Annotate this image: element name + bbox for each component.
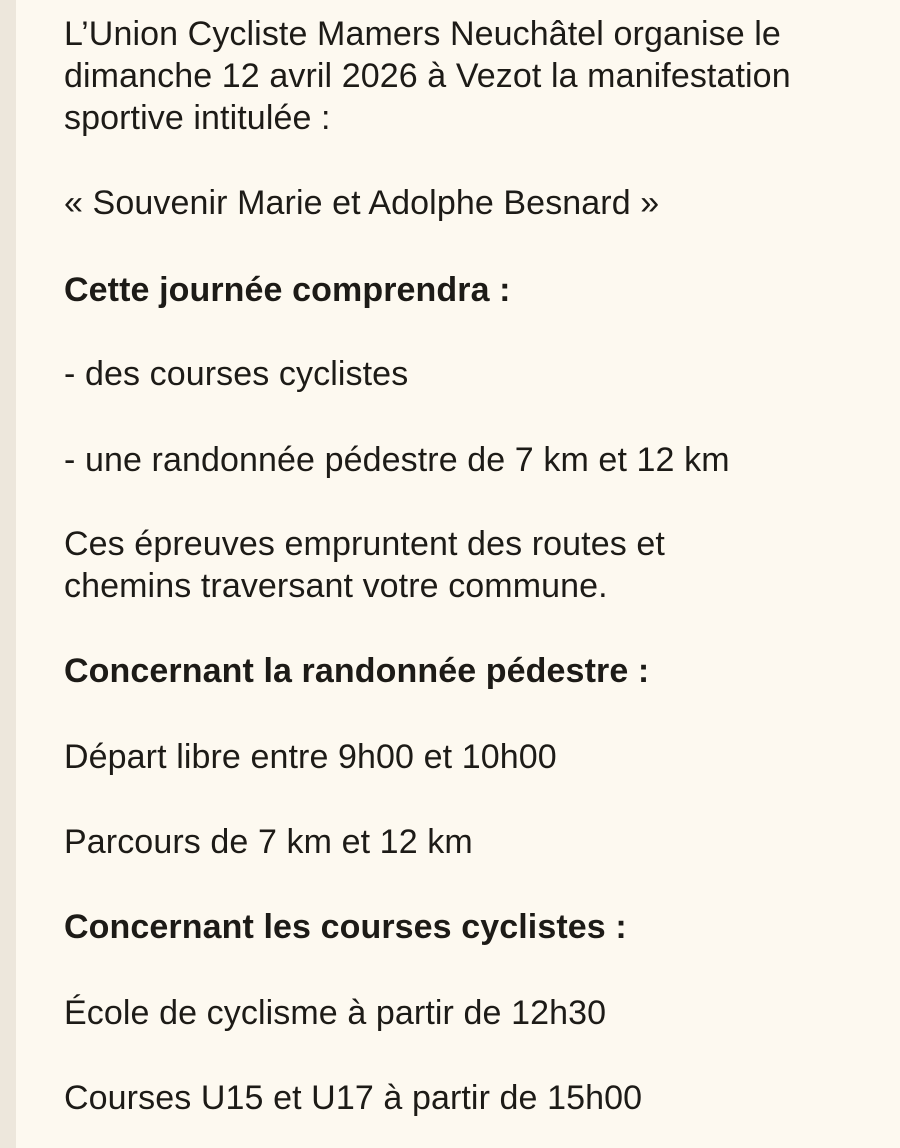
walk-heading: Concernant la randonnée pédestre :: [64, 652, 650, 690]
cycling-races: Courses U15 et U17 à partir de 15h00: [64, 1079, 643, 1117]
intro-line-3: sportive intitulée :: [64, 99, 331, 137]
cycling-school: École de cyclisme à partir de 12h30: [64, 994, 607, 1032]
activity-item: - des courses cyclistes: [64, 355, 409, 393]
intro-line-2: dimanche 12 avril 2026 à Vezot la manifestation: [64, 57, 791, 95]
route-line-2: chemins traversant votre commune.: [64, 567, 608, 605]
walk-departure: Départ libre entre 9h00 et 10h00: [64, 738, 557, 776]
intro-line-1: L’Union Cycliste Mamers Neuchâtel organise le: [64, 15, 781, 53]
day-heading: Cette journée comprendra :: [64, 271, 511, 309]
left-edge-strip: [0, 0, 16, 1148]
route-line-1: Ces épreuves empruntent des routes et: [64, 525, 665, 563]
activity-item: - une randonnée pédestre de 7 km et 12 km: [64, 441, 730, 479]
walk-routes: Parcours de 7 km et 12 km: [64, 823, 473, 861]
event-title: « Souvenir Marie et Adolphe Besnard »: [64, 184, 660, 222]
cycling-heading: Concernant les courses cyclistes :: [64, 908, 627, 946]
